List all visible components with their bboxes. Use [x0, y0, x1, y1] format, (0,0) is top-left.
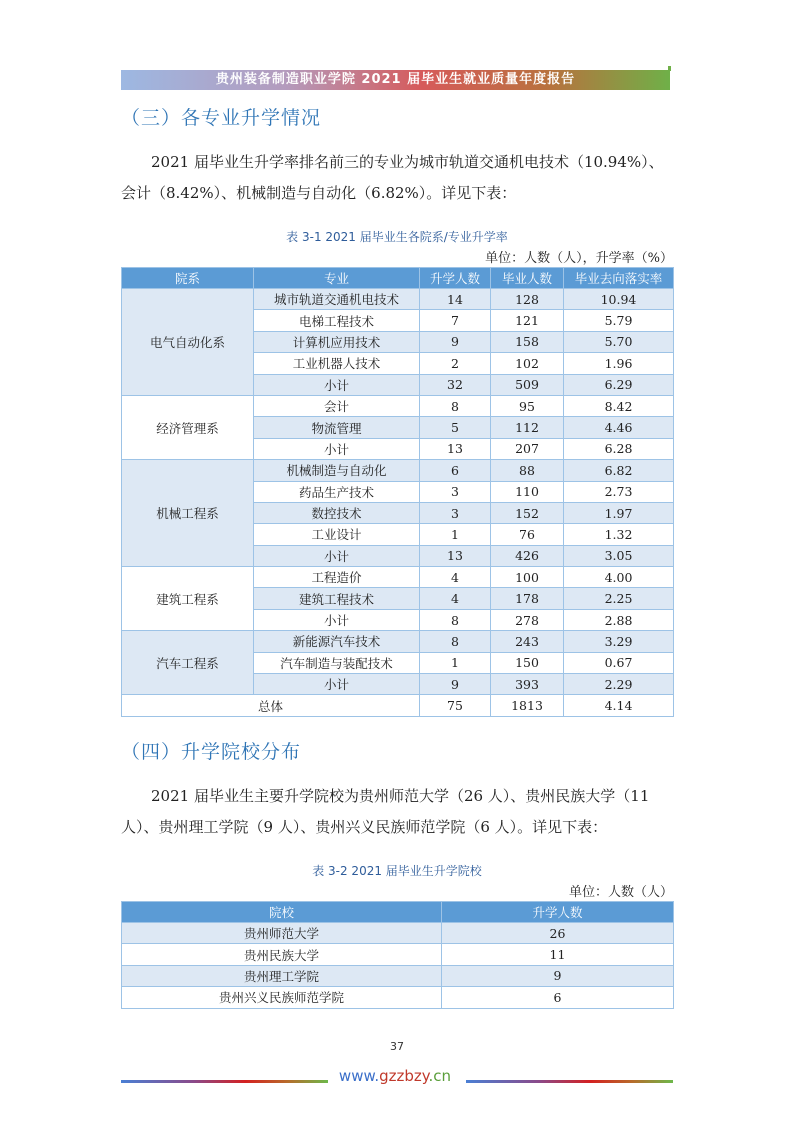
rate-cell: 10.94	[564, 289, 674, 310]
para-line: 2021 届毕业生主要升学院校为贵州师范大学（26 人）、贵州民族大学（11	[151, 787, 650, 805]
graduates-cell: 243	[491, 631, 564, 652]
rate-cell: 1.32	[564, 524, 674, 545]
rate-cell: 4.00	[564, 567, 674, 588]
rate-cell: 2.88	[564, 609, 674, 630]
rate-cell: 2.29	[564, 674, 674, 695]
admitted-cell: 4	[420, 588, 491, 609]
section-heading-4: （四）升学院校分布	[121, 741, 302, 763]
graduates-cell: 110	[491, 481, 564, 502]
admitted-cell: 1	[420, 652, 491, 673]
institution-cell: 贵州民族大学	[122, 944, 442, 965]
table-row	[122, 289, 674, 310]
rate-cell: 3.05	[564, 545, 674, 566]
table-row	[122, 567, 674, 588]
footer-divider-left	[121, 1080, 328, 1083]
admitted-cell: 2	[420, 353, 491, 374]
count-cell: 6	[442, 987, 674, 1008]
col-header: 升学人数	[420, 268, 491, 289]
major-cell: 机械制造与自动化	[254, 460, 420, 481]
rate-cell: 1.97	[564, 502, 674, 523]
rate-cell: 2.73	[564, 481, 674, 502]
admitted-cell: 1	[420, 524, 491, 545]
count-cell: 11	[442, 944, 674, 965]
section-3-paragraph	[121, 147, 673, 209]
footer-divider-right	[466, 1080, 673, 1083]
website-link[interactable]	[330, 1067, 460, 1085]
table-row	[122, 460, 674, 481]
admitted-cell: 8	[420, 395, 491, 416]
department-cell: 经济管理系	[122, 395, 254, 459]
table-3-2-unit: 单位：人数（人）	[568, 885, 673, 900]
col-header: 毕业人数	[491, 268, 564, 289]
major-cell: 工业设计	[254, 524, 420, 545]
admitted-cell: 32	[420, 374, 491, 395]
graduates-cell: 102	[491, 353, 564, 374]
col-header: 专业	[254, 268, 420, 289]
rate-cell: 4.46	[564, 417, 674, 438]
admitted-cell: 3	[420, 502, 491, 523]
section-heading-3: （三）各专业升学情况	[121, 107, 322, 129]
graduates-cell: 426	[491, 545, 564, 566]
major-cell: 小计	[254, 674, 420, 695]
graduates-cell: 128	[491, 289, 564, 310]
major-cell: 建筑工程技术	[254, 588, 420, 609]
col-header: 升学人数	[442, 902, 674, 923]
major-cell: 汽车制造与装配技术	[254, 652, 420, 673]
table-row	[122, 923, 674, 944]
major-cell: 工业机器人技术	[254, 353, 420, 374]
table-header-row	[122, 268, 674, 289]
rate-cell: 0.67	[564, 652, 674, 673]
rate-cell: 1.96	[564, 353, 674, 374]
col-header: 院系	[122, 268, 254, 289]
table-row	[122, 395, 674, 416]
page-number: 37	[390, 1040, 404, 1053]
rate-cell: 2.25	[564, 588, 674, 609]
para-line: 人）、贵州理工学院（9 人）、贵州兴义民族师范学院（6 人）。详见下表：	[121, 818, 608, 836]
table-row	[122, 944, 674, 965]
table-3-2-caption: 表 3-2 2021 届毕业生升学院校	[312, 864, 482, 878]
table-row	[122, 987, 674, 1008]
rate-cell: 8.42	[564, 395, 674, 416]
rate-cell: 6.29	[564, 374, 674, 395]
rate-cell: 4.14	[564, 695, 674, 716]
admitted-cell: 4	[420, 567, 491, 588]
para-line: 2021 届毕业生升学率排名前三的专业为城市轨道交通机电技术（10.94%）、	[151, 153, 664, 171]
graduates-cell: 1813	[491, 695, 564, 716]
graduates-cell: 393	[491, 674, 564, 695]
para-line: 会计（8.42%）、机械制造与自动化（6.82%）。详见下表：	[121, 184, 517, 202]
table-3-1-unit: 单位：人数（人），升学率（%）	[485, 251, 673, 266]
table-header-row	[122, 902, 674, 923]
admitted-cell: 75	[420, 695, 491, 716]
total-label: 总体	[122, 695, 420, 716]
graduates-cell: 278	[491, 609, 564, 630]
website-text-part: www.	[338, 1067, 380, 1085]
total-row	[122, 695, 674, 716]
major-cell: 计算机应用技术	[254, 331, 420, 352]
admitted-cell: 8	[420, 631, 491, 652]
graduates-cell: 88	[491, 460, 564, 481]
graduates-cell: 112	[491, 417, 564, 438]
major-cell: 物流管理	[254, 417, 420, 438]
graduates-cell: 158	[491, 331, 564, 352]
admitted-cell: 9	[420, 331, 491, 352]
count-cell: 26	[442, 923, 674, 944]
report-header-band	[121, 70, 670, 90]
department-cell: 建筑工程系	[122, 567, 254, 631]
department-cell: 机械工程系	[122, 460, 254, 567]
rate-cell: 3.29	[564, 631, 674, 652]
graduates-cell: 207	[491, 438, 564, 459]
col-header: 院校	[122, 902, 442, 923]
admitted-cell: 13	[420, 438, 491, 459]
major-cell: 工程造价	[254, 567, 420, 588]
major-cell: 电梯工程技术	[254, 310, 420, 331]
institution-cell: 贵州理工学院	[122, 965, 442, 986]
major-cell: 小计	[254, 545, 420, 566]
table-3-1-caption: 表 3-1 2021 届毕业生各院系/专业升学率	[286, 230, 508, 244]
graduates-cell: 100	[491, 567, 564, 588]
table-row	[122, 631, 674, 652]
admitted-cell: 7	[420, 310, 491, 331]
admitted-cell: 13	[420, 545, 491, 566]
department-cell: 汽车工程系	[122, 631, 254, 695]
major-cell: 新能源汽车技术	[254, 631, 420, 652]
major-cell: 小计	[254, 609, 420, 630]
graduates-cell: 509	[491, 374, 564, 395]
graduates-cell: 95	[491, 395, 564, 416]
admitted-cell: 3	[420, 481, 491, 502]
major-cell: 小计	[254, 374, 420, 395]
table-row	[122, 965, 674, 986]
graduates-cell: 152	[491, 502, 564, 523]
admitted-cell: 5	[420, 417, 491, 438]
major-cell: 会计	[254, 395, 420, 416]
rate-cell: 5.79	[564, 310, 674, 331]
graduates-cell: 76	[491, 524, 564, 545]
rate-cell: 6.82	[564, 460, 674, 481]
admitted-cell: 14	[420, 289, 491, 310]
header-band-accent	[668, 66, 671, 71]
admitted-cell: 8	[420, 609, 491, 630]
report-header-title: 贵州装备制造职业学院 2021 届毕业生就业质量年度报告	[215, 72, 576, 87]
major-enrollment-table	[121, 267, 674, 717]
institution-table	[121, 901, 674, 1009]
graduates-cell: 178	[491, 588, 564, 609]
major-cell: 数控技术	[254, 502, 420, 523]
major-cell: 药品生产技术	[254, 481, 420, 502]
count-cell: 9	[442, 965, 674, 986]
major-cell: 小计	[254, 438, 420, 459]
section-4-paragraph	[121, 781, 673, 843]
website-text-part: gzzbzy	[379, 1067, 429, 1085]
col-header: 毕业去向落实率	[564, 268, 674, 289]
graduates-cell: 150	[491, 652, 564, 673]
admitted-cell: 9	[420, 674, 491, 695]
institution-cell: 贵州兴义民族师范学院	[122, 987, 442, 1008]
website-text-part: .cn	[428, 1067, 452, 1085]
department-cell: 电气自动化系	[122, 289, 254, 396]
graduates-cell: 121	[491, 310, 564, 331]
admitted-cell: 6	[420, 460, 491, 481]
major-cell: 城市轨道交通机电技术	[254, 289, 420, 310]
institution-cell: 贵州师范大学	[122, 923, 442, 944]
rate-cell: 5.70	[564, 331, 674, 352]
rate-cell: 6.28	[564, 438, 674, 459]
